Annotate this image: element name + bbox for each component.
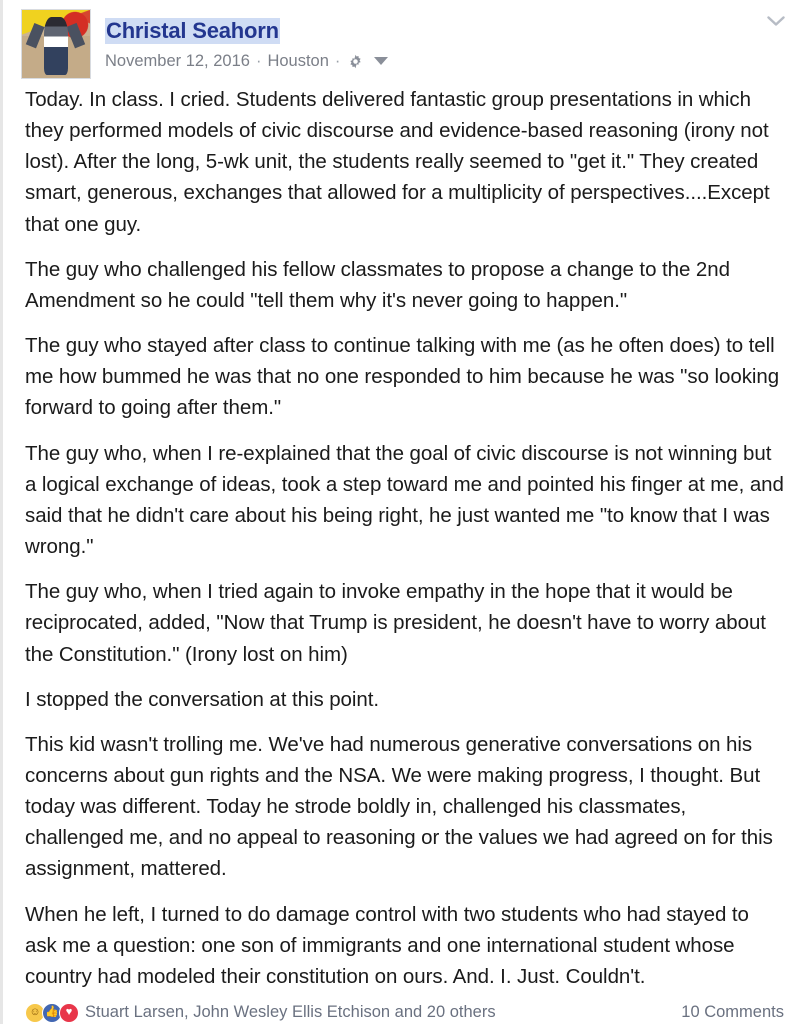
post-paragraph: The guy who stayed after class to continue talking with me (as he often does) to tell me how bummed he was that no one responded to him because he was "so looking forward to going after them." [25, 334, 780, 420]
like-reaction-glyph: 👍 [45, 1006, 59, 1019]
post-header-text [105, 9, 388, 70]
avatar-detail-left [26, 23, 45, 49]
author-line [105, 18, 388, 44]
likers-summary[interactable]: Stuart Larsen, John Wesley Ellis Etchison and 20 others [85, 1003, 496, 1021]
post-paragraph: Today. In class. I cried. Students delivered fantastic group presentations in which they performed models of civic discourse and evidence-based reasoning (irony not lost). After the long, 5-wk unit, the students really seemed to "get it." They created smart, generous, exchanges that allowed for a multiplicity of perspectives....Except that one guy. [25, 88, 770, 236]
post-footer [6, 1002, 802, 1024]
love-reaction-icon[interactable] [59, 1003, 79, 1023]
post-location[interactable]: Houston [267, 51, 329, 70]
meta-separator-1: · [255, 51, 262, 70]
post-paragraph: This kid wasn't trolling me. We've had numerous generative conversations on his concerns about gun rights and the NSA. We were making progress, I thought. But today was different. Today he strode boldly in, challenged his classmates, challenged me, and no appeal to reasoning or the values we had agreed on for this assignment, mattered. [25, 732, 773, 881]
caret-down-icon[interactable] [374, 57, 388, 65]
post-meta [105, 52, 388, 71]
haha-reaction-glyph: ☺ [29, 1006, 41, 1019]
chevron-down-icon[interactable] [767, 16, 785, 27]
avatar-subject [44, 17, 68, 75]
post-paragraph: When he left, I turned to do damage control with two students who had stayed to ask me a question: one son of immigrants and one international student whose country had modeled their constitution on ours. And. I. Just. Couldn't. [25, 902, 749, 988]
post-date[interactable]: November 12, 2016 [105, 51, 250, 70]
post-paragraph: The guy who, when I re-explained that the goal of civic discourse is not winning but a logical exchange of ideas, took a step toward me and pointed his finger at me, and said that he didn't care about his being right, he just wanted me "to know that I was wrong." [25, 441, 784, 559]
post-paragraph: The guy who, when I tried again to invoke empathy in the hope that it would be reciprocated, added, "Now that Trump is president, he doesn't have to worry about the Constitution." (Irony lost on him) [25, 580, 766, 666]
comments-count[interactable]: 10 Comments [681, 1003, 784, 1021]
love-reaction-glyph: ♥ [65, 1006, 73, 1019]
reaction-stack[interactable] [25, 1003, 76, 1023]
reactions-group[interactable] [25, 1002, 496, 1023]
gear-icon[interactable] [348, 54, 363, 69]
avatar[interactable] [21, 9, 91, 79]
author-name-link[interactable]: Christal Seahorn [106, 18, 279, 43]
post-paragraph: I stopped the conversation at this point. [25, 687, 380, 711]
avatar-image [22, 10, 90, 78]
post-paragraph: The guy who challenged his fellow classmates to propose a change to the 2nd Amendment so he could "tell them why it's never going to happen." [25, 257, 730, 312]
meta-separator-2: · [334, 51, 341, 70]
avatar-detail-right [66, 23, 85, 49]
post-header [3, 0, 802, 78]
post-body [3, 78, 802, 992]
